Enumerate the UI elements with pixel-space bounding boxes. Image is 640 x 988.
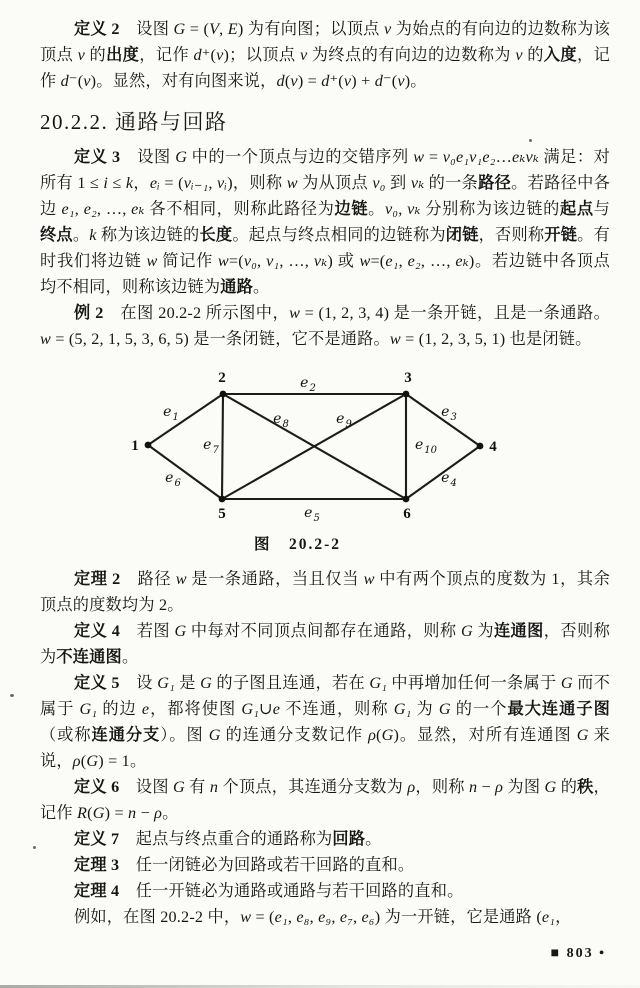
def-2: 定义 2 设图 G = (V, E) 为有向图；以顶点 v 为始点的有向边的边数称为该顶点 v 的出度，记作 d⁺(v)；以顶点 v 为终点的有向边的边数称为 v 的入度，记作 d⁻(v)。显然，对有向图来说，d(v) = d⁺(v) + d⁻(v)。	[40, 20, 610, 90]
term-label: 定义 6	[74, 778, 120, 796]
vertex-label-4: 4	[489, 439, 497, 455]
thm-4: 定理 4 任一开链必为通路或通路与若干回路的直和。	[74, 882, 464, 900]
term-label: 定理 3	[74, 856, 120, 874]
def-5: 定义 5 设 G₁ 是 G 的子图且连通，若在 G₁ 中再增加任何一条属于 G 而不属于 G₁ 的边 e，都将使图 G₁∪e 不连通，则称 G₁ 为 G 的一个最大连通子图（或称连通分支）。图 G 的连通分支数记作 ρ(G)。显然，对所有连通图 G 来说，ρ(G) = 1。	[40, 674, 610, 770]
term-label: 定理 2	[74, 570, 121, 588]
vertex-label-3: 3	[404, 370, 412, 386]
example-note: 例如，在图 20.2-2 中，w = (e₁, e₈, e₉, e₇, e₆) 为一开链，它是通路 (e₁，	[74, 908, 572, 926]
term-label: 定义 2	[74, 20, 120, 38]
edge-label-e4: $e_4$	[441, 470, 457, 489]
ink-speck	[33, 846, 36, 849]
edge-label-e10: $e_{10}$	[414, 437, 438, 456]
def-4: 定义 4 若图 G 中每对不同顶点间都存在通路，则称 G 为连通图，否则称为不连通图。	[40, 622, 610, 666]
vertex-5	[219, 496, 226, 503]
edge-e6	[148, 445, 222, 499]
ink-speck	[529, 139, 532, 142]
edge-e1	[148, 394, 223, 445]
vertex-label-5: 5	[218, 506, 226, 522]
term-label: 定理 4	[74, 882, 120, 900]
vertex-label-6: 6	[403, 506, 411, 522]
vertex-label-2: 2	[218, 370, 226, 386]
edge-e7	[222, 394, 223, 499]
edge-label-e7: $e_7$	[203, 437, 219, 456]
def-6: 定义 6 设图 G 有 n 个顶点，其连通分支数为 ρ，则称 n − ρ 为图 G 的秩，记作 R(G) = n − ρ。	[40, 778, 610, 822]
page-number: ■ 803 •	[550, 946, 606, 961]
figure-graph	[40, 364, 610, 530]
vertex-3	[403, 391, 410, 398]
section-heading: 20.2.2. 通路与回路	[40, 110, 228, 134]
vertex-6	[403, 496, 410, 503]
thm-2: 定理 2 路径 w 是一条通路，当且仅当 w 中有两个顶点的度数为 1，其余顶点的度数均为 2。	[40, 570, 610, 614]
term-label: 例 2	[74, 304, 104, 322]
ink-speck	[10, 694, 14, 697]
edge-label-e8: $e_8$	[273, 411, 289, 430]
edge-label-e6: $e_6$	[165, 470, 181, 489]
thm-3: 定理 3 任一闭链必为回路或若干回路的直和。	[74, 856, 415, 874]
def-3: 定义 3 设图 G 中的一个顶点与边的交错序列 w = v₀e₁v₁e₂…eₖvₖ 满足：对所有 1 ≤ i ≤ k，eᵢ = (vᵢ₋₁, vᵢ)，则称 w 为从顶点 v₀ 到 vₖ 的一条路径。若路径中各边 e₁, e₂, …, eₖ 各不相同，则称此路径为边链。v₀, vₖ 分别称为该边链的起点与终点。k 称为该边链的长度。起点与终点相同的边链称为闭链，否则称开链。有时我们将边链 w 简记作 w=(v₀, v₁, …, vₖ) 或 w=(e₁, e₂, …, eₖ)。若边链中各顶点均不相同，则称该边链为通路。	[40, 148, 611, 296]
vertex-2	[220, 391, 227, 398]
vertex-4	[477, 443, 484, 450]
edge-label-e2: $e_2$	[300, 375, 316, 394]
edge-label-e1: $e_1$	[163, 404, 179, 423]
edge-label-e5: $e_5$	[304, 505, 320, 524]
def-7: 定义 7 起点与终点重合的通路称为回路。	[74, 830, 382, 848]
edge-label-e9: $e_9$	[336, 411, 352, 430]
vertex-label-1: 1	[131, 438, 139, 454]
term-label: 定义 4	[74, 622, 120, 640]
term-label: 定义 5	[74, 674, 120, 692]
graph-figure-svg	[40, 364, 610, 530]
figure-caption: 图 20.2-2	[253, 536, 342, 553]
vertex-1	[145, 442, 152, 449]
term-label: 定义 3	[74, 148, 121, 166]
example-2: 例 2 在图 20.2-2 所示图中，w = (1, 2, 3, 4) 是一条开链，且是一条通路。w = (5, 2, 1, 5, 3, 6, 5) 是一条闭链，它不是通路。w = (1, 2, 3, 5, 1) 也是闭链。	[40, 304, 610, 348]
text-content	[40, 16, 610, 930]
term-label: 定义 7	[74, 830, 120, 848]
edge-label-e3: $e_3$	[441, 404, 457, 423]
